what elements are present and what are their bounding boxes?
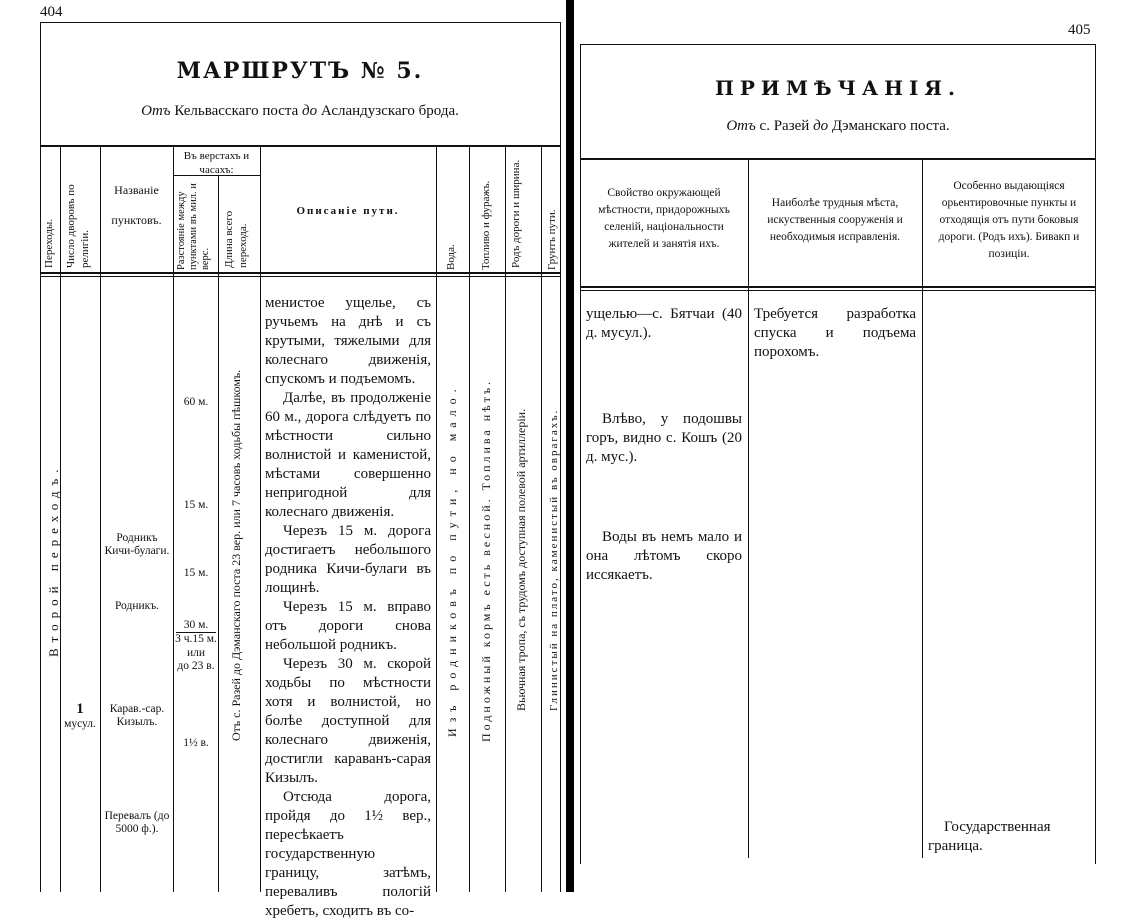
distance-value: 1½ в. — [183, 737, 209, 749]
left-page-subtitle: Отъ Кельвасскаго поста до Асландузскаго брода. — [141, 103, 459, 119]
header-crossings: Переходы. — [43, 218, 55, 268]
left-page-title: МАРШРУТЪ № 5. — [176, 58, 424, 84]
notes-col1-entry: Влѣво, у подошвы горъ, видно с. Кошъ (20 д. мус.). — [586, 411, 742, 465]
distance-value: до 23 в. — [177, 660, 215, 672]
header-total-length: Длина всего перехода. — [223, 210, 249, 268]
point-name: Родникъ Кичи-булаги. — [104, 532, 170, 557]
distance-value: 15 м. — [183, 499, 209, 511]
description-paragraph: Черезъ 30 м. скорой ходьбы по мѣстности хотя и волнистой, но болѣе доступной для колеснаго движенія, достигли караванъ-сарая Кизылъ. — [265, 656, 431, 786]
route-description — [265, 294, 431, 921]
header-fuel-forage: Топливо и фуражъ. — [480, 180, 492, 270]
header-point-names: Названіе пунктовъ. — [111, 183, 162, 227]
distance-value: 3 ч.15 м. — [175, 633, 217, 645]
right-page-title: ПРИМѢЧАНІЯ. — [715, 76, 961, 100]
right-page-number: 405 — [1068, 22, 1091, 38]
description-paragraph: Отсюда дорога, пройдя до 1½ вер., пересѣкаетъ государственную границу, затѣмъ, переваливъ пологій хребетъ, сходитъ въ со- — [265, 789, 431, 919]
header-water: Вода. — [445, 244, 457, 270]
description-paragraph: Далѣе, въ продолженіе 60 м., дорога слѣдуетъ по мѣстности сильно волнистой и каменистой, мѣстами совершенно непригодной для колеснаго движенія. — [265, 390, 431, 520]
point-name: Родникъ. — [114, 600, 160, 612]
notes-header-col2: Наиболѣе трудныя мѣста, искуственныя сооруженія и необходимыя исправленія. — [767, 197, 903, 243]
notes-col1-entry: Воды въ немъ мало и она лѣтомъ скоро иссякаетъ. — [586, 529, 742, 583]
book-binding — [566, 0, 574, 892]
water-text: Изъ родниковъ по пути, но мало. — [445, 383, 459, 737]
point-name: Перевалъ (до 5000 ф.). — [104, 810, 170, 835]
header-soil: Грунтъ пути. — [546, 209, 558, 270]
description-paragraph: менистое ущелье, съ ручьемъ на днѣ и съ крутыми, тяжелыми для колеснаго движенія, спускомъ и подъемомъ. — [265, 295, 431, 387]
point-name: Карав.-сар. Кизылъ. — [109, 703, 165, 728]
fuel-text: Подножный кормъ есть весной. Топлива нѣтъ. — [479, 378, 493, 742]
description-paragraph: Черезъ 15 м. вправо отъ дороги снова небольшой родникъ. — [265, 599, 431, 653]
description-paragraph: Черезъ 15 м. дорога достигаетъ небольшого родника Кичи-булаги въ лощинѣ. — [265, 523, 431, 596]
soil-text: Глинистый на плато, каменистый въ оврагахъ. — [548, 408, 560, 712]
distance-value: 60 м. — [183, 396, 209, 408]
road-text: Вьючная тропа, съ трудомъ доступная полевой артиллеріи. — [514, 408, 528, 712]
households-value-religion: мусул. — [64, 718, 96, 730]
notes-col3-entry: Государственная граница. — [928, 819, 1051, 854]
distance-value: или — [186, 647, 206, 659]
notes-col1-entry: ущелью—с. Бятчаи (40 д. мусул.). — [586, 306, 742, 341]
notes-header-col1: Свойство окружающей мѣстности, придорожныхъ селеній, національности жителей и занятія ихъ. — [598, 187, 730, 250]
header-road-type: Родъ дороги и ширина. — [510, 159, 522, 268]
header-households: Число дворовъ по религіи. — [65, 184, 91, 268]
crossing-label: Второй переходъ. — [46, 463, 61, 657]
left-page-number: 404 — [40, 4, 63, 20]
distance-value: 30 м. — [183, 619, 209, 631]
header-distance-between: Разстояніе между пунктами въ мил. и верс. — [176, 183, 211, 270]
total-length-text: Отъ с. Разей до Дэманскаго поста 23 вер. или 7 часовъ ходьбы пѣшкомъ. — [229, 369, 243, 741]
notes-header-col3: Особенно выдающіяся орьентировочные пункты и отходящія отъ пути боковыя дороги. (Родъ ихъ). Бивакп и позиціи. — [938, 180, 1080, 260]
notes-col2-entry: Требуется разработка спуска и подъема порохомъ. — [754, 306, 916, 360]
header-versts-hours: Въ верстахъ и часахъ: — [183, 150, 250, 176]
header-route-description: Описаніе пути. — [296, 205, 400, 217]
right-page-subtitle: Отъ с. Разей до Дэманскаго поста. — [726, 118, 950, 134]
distance-value: 15 м. — [183, 567, 209, 579]
households-value-number: 1 — [76, 701, 84, 717]
